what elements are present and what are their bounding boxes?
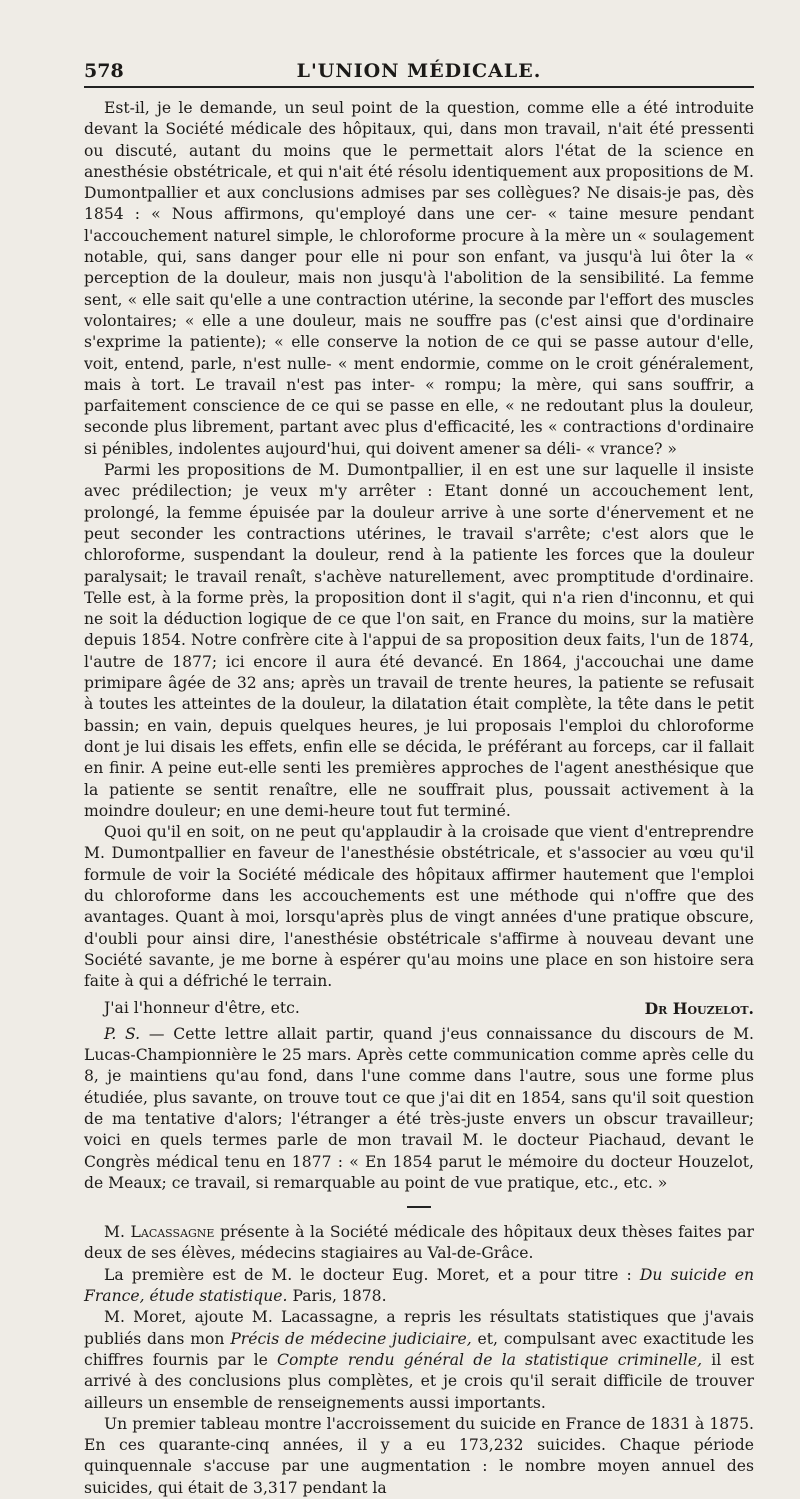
first-thesis-intro: La première est de M. le docteur Eug. Moret, et a pour titre : bbox=[104, 1265, 632, 1284]
closing-formula: J'ai l'honneur d'être, etc. bbox=[104, 999, 300, 1018]
paragraph-dumontpallier-proposition: Parmi les propositions de M. Dumontpallier, il en est une sur laquelle il insiste avec prédilection; je veux m'y arrêter : Etant donné un accouchement lent, prolongé, la femme épuisée par la douleur arrive à une sorte d'énervement et ne peut seconder les contractions utérines, le travail s'arrête; c'est alors que le chloroforme, suspendant la douleur, rend à la patiente les forces que la douleur paralysait; le travail renaît, s'achève naturellement, avec promptitude d'ordinaire. Telle est, à la forme près, la proposition dont il s'agit, qui n'a rien d'inconnu, et qui ne soit la déduction logique de ce que l'on sait, en France du moins, sur la matière depuis 1854. Notre confrère cite à l'appui de sa proposition deux faits, l'un de 1874, l'autre de 1877; ici encore il aura été devancé. En 1864, j'accouchai une dame primipare âgée de 32 ans; après un travail de trente heures, la patiente se refusait à toutes les atteintes de la douleur, la dilatation était complète, la tête dans le petit bassin; en vain, depuis quelques heures, je lui proposais l'emploi du chloroforme dont je lui disais les effets, enfin elle se décida, le préférant au forceps, car il fallait en finir. A peine eut-elle senti les premières approches de l'agent anesthésique que la patiente se sentit renaître, elle ne souffrait plus, poussait activement à la moindre douleur; en une demi-heure tout fut terminé. bbox=[84, 461, 754, 820]
paragraph-lacassagne bbox=[84, 1222, 754, 1265]
paragraph-first-thesis bbox=[84, 1265, 754, 1308]
speaker-name: M. Lacassagne bbox=[104, 1223, 215, 1242]
journal-title: L'UNION MÉDICALE. bbox=[296, 60, 542, 82]
running-header bbox=[84, 52, 754, 88]
page-number: 578 bbox=[84, 60, 124, 82]
paragraph-crusade: Quoi qu'il en soit, on ne peut qu'applaudir à la croisade que vient d'entreprendre M. Dumontpallier en faveur de l'anesthésie obstétricale, et s'associer au vœu qu'il formule de voir la Société médicale des hôpitaux affirmer hautement que l'emploi du chloroforme dans les accouchements est une méthode qui n'offre que des avantages. Quant à moi, lorsqu'après plus de vingt années d'une pratique obscure, d'oubli pour ainsi dire, l'anesthésie obstétricale s'affirme à nouveau devant une Société savante, je me borne à espérer qu'au moins une place en son histoire sera faite à qui a défriché le terrain. bbox=[84, 823, 754, 991]
book-title-precis: Précis de médecine judiciaire, bbox=[230, 1329, 472, 1348]
moret-text-a: M. Moret, ajoute M. Lacassagne, a repris les résultats statistiques que j'avais publiés dans mon bbox=[84, 1308, 754, 1348]
paragraph-moret bbox=[84, 1307, 754, 1413]
paragraph-postscript bbox=[84, 1024, 754, 1194]
signature-line bbox=[84, 998, 754, 1019]
postscript-label: P. S. bbox=[104, 1024, 141, 1043]
moret-text-b: et, compulsant avec exactitude les chiffres fournis par le bbox=[84, 1329, 755, 1369]
first-thesis-imprint: Paris, 1878. bbox=[292, 1287, 387, 1306]
paragraph-first-table: Un premier tableau montre l'accroissement du suicide en France de 1831 à 1875. En ces quarante-cinq années, il y a eu 173,232 suicides. Chaque période quinquennale s'accuse par une augmentation : le nombre moyen annuel des suicides, qui était de 3,317 pendant la bbox=[84, 1414, 754, 1497]
lacassagne-text: présente à la Société médicale des hôpitaux deux thèses faites par deux de ses élèves, médecins stagiaires au Val-de-Grâce. bbox=[84, 1223, 754, 1263]
moret-text-c: il est arrivé à des conclusions plus complètes, et je crois qu'il serait difficile de trouver ailleurs un ensemble de renseignements aussi importants. bbox=[84, 1350, 754, 1412]
postscript-text: — Cette lettre allait partir, quand j'eus connaissance du discours de M. Lucas-Championnière le 25 mars. Après cette communication comme après celle du 8, je maintiens qu'au fond, dans l'une comme dans l'autre, sous une forme plus étudiée, plus savante, on trouve tout ce que j'ai dit en 1854, sans qu'il soit question de ma tentative d'alors; l'étranger a été très-juste envers un obscur travailleur; voici en quels termes parle de mon travail M. le docteur Piachaud, devant le Congrès médical tenu en 1877 : « En 1854 parut le mémoire du docteur Houzelot, de Meaux; ce travail, si remarquable au point de vue pratique, etc., etc. » bbox=[84, 1024, 754, 1192]
paragraph-letter-quote: Est-il, je le demande, un seul point de la question, comme elle a été introduite devant la Société médicale des hôpitaux, qui, dans mon travail, n'ait été pressenti ou discuté, autant du moins que le permettait alors l'état de la science en anesthésie obstétricale, et qui n'ait été résolu identiquement aux propositions de M. Dumontpallier et aux conclusions admises par ses collègues? Ne disais-je pas, dès 1854 : « Nous affirmons, qu'employé dans une cer- « taine mesure pendant l'accouchement naturel simple, le chloroforme procure à la mère un « soulagement notable, qui, sans danger pour elle ni pour son enfant, va jusqu'à lui ôter la « perception de la douleur, mais non jusqu'à l'abolition de la sensibilité. La femme sent, « elle sait qu'elle a une contraction utérine, la seconde par l'effort des muscles volontaires; « elle a une douleur, mais ne souffre pas (c'est ainsi que d'ordinaire s'exprime la patiente); « elle conserve la notion de ce qui se passe autour d'elle, voit, entend, parle, n'est nulle- « ment endormie, comme on le croit généralement, mais à tort. Le travail n'est pas inter- « rompu; la mère, qui sans souffrir, a parfaitement conscience de ce qui se passe en elle, « ne redoutant plus la douleur, seconde plus librement, partant avec plus d'efficacité, les « contractions d'ordinaire si pénibles, indolentes aujourd'hui, qui doivent amener sa déli- « vrance? » bbox=[84, 99, 754, 458]
section-separator bbox=[407, 1206, 431, 1208]
book-title-compte-rendu: Compte rendu général de la statistique criminelle, bbox=[277, 1350, 703, 1369]
author-signature: Dr Houzelot. bbox=[644, 999, 754, 1019]
article-body bbox=[84, 98, 754, 1499]
first-thesis-title: Du suicide en France, étude statistique. bbox=[84, 1265, 755, 1306]
